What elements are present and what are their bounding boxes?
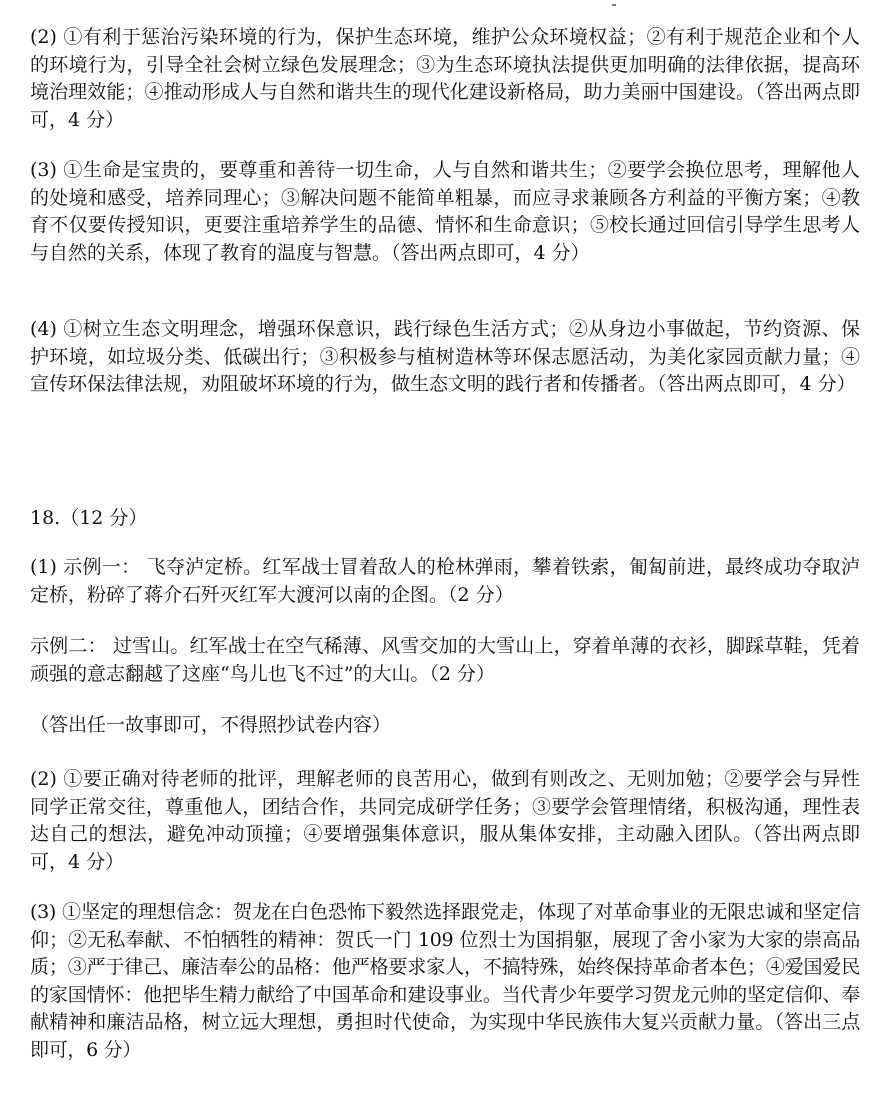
question-18-heading: 18.（12 分） <box>30 507 148 529</box>
answer-17-4: (4) ①树立生态文明理念，增强环保意识，践行绿色生活方式；②从身边小事做起，节约资源、保护环境，如垃圾分类、低碳出行；③积极参与植树造林等环保志愿活动，为美化家园贡献力量；④宣传环保法律法规，劝阻破坏环境的行为，做生态文明的践行者和传播者。（答出两点即可，4 分） <box>30 318 860 395</box>
answer-18-3: (3) ①坚定的理想信念：贺龙在白色恐怖下毅然选择跟党走，体现了对革命事业的无限忠诚和坚定信仰；②无私奉献、不怕牺牲的精神：贺氏一门 109 位烈士为国捐躯，展现了舍小家为大家的崇高品质；③严于律己、廉洁奉公的品格：他严格要求家人，不搞特殊，始终保持革命者本色；④爱国爱民的家国情怀：他把毕生精力献给了中国革命和建设事业。当代青少年要学习贺龙元帅的坚定信仰、奉献精神和廉洁品格，树立远大理想，勇担时代使命，为实现中华民族伟大复兴贡献力量。（答出三点即可，6 分） <box>30 901 860 1061</box>
answer-18-1-example-1: (1) 示例一： 飞夺泸定桥。红军战士冒着敌人的枪林弹雨，攀着铁索，匍匐前进，最终成功夺取泸定桥，粉碎了蒋介石歼灭红军大渡河以南的企图。（2 分） <box>30 556 860 606</box>
answer-17-3: (3) ①生命是宝贵的，要尊重和善待一切生命，人与自然和谐共生；②要学会换位思考，理解他人的处境和感受，培养同理心；③解决问题不能简单粗暴，而应寻求兼顾各方利益的平衡方案；④教育不仅要传授知识，更要注重培养学生的品德、情怀和生命意识；⑤校长通过回信引导学生思考人与自然的关系，体现了教育的温度与智慧。（答出两点即可，4 分） <box>30 159 860 264</box>
answer-18-1-example-2: 示例二： 过雪山。红军战士在空气稀薄、风雪交加的大雪山上，穿着单薄的衣衫，脚踩草鞋，凭着顽强的意志翻越了这座“鸟儿也飞不过”的大山。（2 分） <box>30 635 860 685</box>
top-mark <box>612 4 616 6</box>
answer-17-2: (2) ①有利于惩治污染环境的行为，保护生态环境，维护公众环境权益；②有利于规范企业和个人的环境行为，引导全社会树立绿色发展理念；③为生态环境执法提供更加明确的法律依据，提高环境治理效能；④推动形成人与自然和谐共生的现代化建设新格局，助力美丽中国建设。（答出两点即可，4 分） <box>30 26 860 131</box>
answer-18-2: (2) ①要正确对待老师的批评，理解老师的良苦用心，做到有则改之、无则加勉；②要学会与异性同学正常交往，尊重他人，团结合作，共同完成研学任务；③要学会管理情绪，积极沟通，理性表达自己的想法，避免冲动顶撞；④要增强集体意识，服从集体安排，主动融入团队。（答出两点即可，4 分） <box>30 768 860 873</box>
answer-18-1-note: （答出任一故事即可，不得照抄试卷内容） <box>30 714 392 736</box>
